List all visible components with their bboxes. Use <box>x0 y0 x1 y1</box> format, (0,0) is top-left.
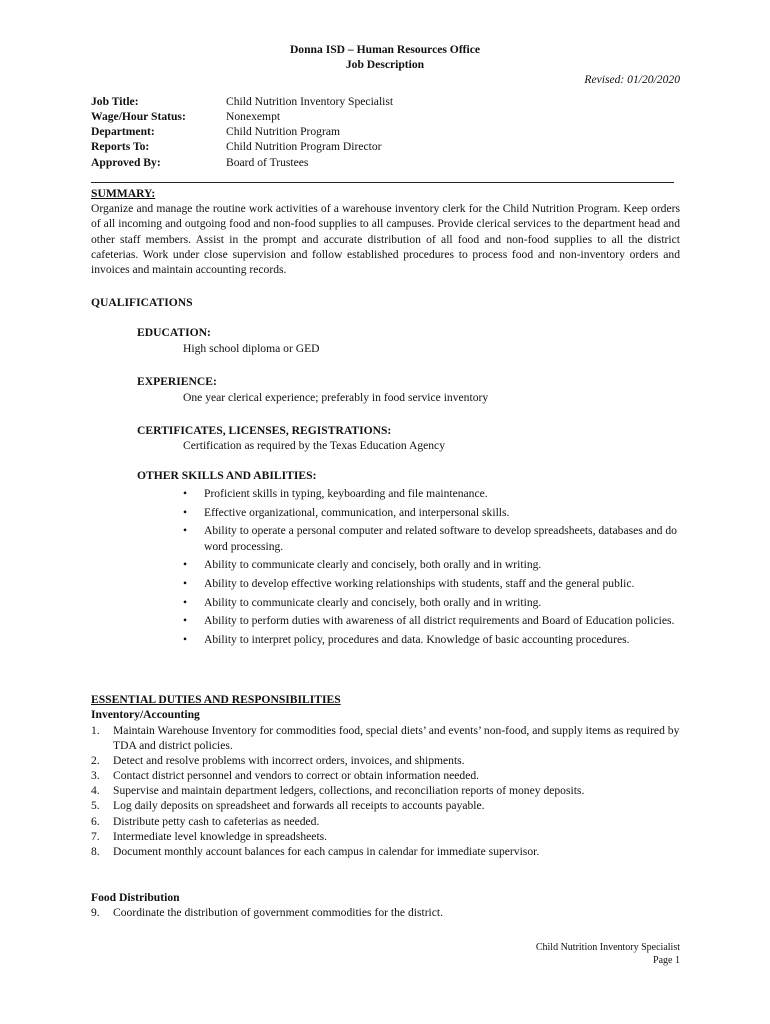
approved-by-label: Approved By: <box>91 156 161 169</box>
bullet-icon: • <box>183 487 188 500</box>
divider-rule <box>91 182 674 183</box>
page-footer <box>536 941 680 967</box>
experience-text: One year clerical experience; preferably in food service inventory <box>183 391 489 404</box>
list-item: 6. Distribute petty cash to cafeterias as needed. <box>91 814 320 828</box>
page-number: Page 1 <box>653 955 680 966</box>
document-header <box>0 42 770 72</box>
department-value: Child Nutrition Program <box>226 125 341 138</box>
bullet-icon: • <box>183 576 188 590</box>
education-text: High school diploma or GED <box>183 342 320 355</box>
list-item: 5. Log daily deposits on spreadsheet and forwards all receipts to accounts payable. <box>91 799 485 813</box>
list-item: 9. Coordinate the distribution of government commodities for the district. <box>91 906 444 919</box>
qualifications-heading: QUALIFICATIONS <box>91 296 193 309</box>
list-item: • Proficient skills in typing, keyboarding and file maintenance. <box>183 487 488 500</box>
certificates-text: Certification as required by the Texas Education Agency <box>183 439 446 452</box>
inventory-list <box>91 723 680 859</box>
job-title-label: Job Title: <box>91 95 139 108</box>
department-label: Department: <box>91 125 155 138</box>
wage-status-label: Wage/Hour Status: <box>91 110 186 123</box>
experience-heading: EXPERIENCE: <box>137 375 217 388</box>
inventory-heading: Inventory/Accounting <box>91 708 200 721</box>
list-item: 3. Contact district personnel and vendors to correct or obtain information needed. <box>91 769 480 783</box>
skills-heading: OTHER SKILLS AND ABILITIES: <box>137 469 317 482</box>
list-item: • Ability to interpret policy, procedures and data. Knowledge of basic accounting procedures. <box>183 632 630 646</box>
bullet-icon: • <box>183 632 188 646</box>
list-item: 2. Detect and resolve problems with incorrect orders, invoices, and shipments. <box>91 754 465 768</box>
skills-list <box>183 486 680 650</box>
summary-text: Organize and manage the routine work activities of a warehouse inventory clerk for the Child Nutrition Program. Keep orders of all incoming and outgoing food and non-food supplies to all campuses. Provide clerical services to the department head and other staff members. Assist in the prompt and accurate distribution of all food and non-food supplies to all the district cafeterias. Work under close supervision and follow established procedures to process food and non-inventory orders and invoices and maintain accounting records. <box>91 202 680 277</box>
bullet-icon: • <box>183 524 188 538</box>
list-item: • Ability to operate a personal computer and related software to develop spreadsheets, databases and do word processing. <box>183 524 677 553</box>
education-heading: EDUCATION: <box>137 326 211 339</box>
org-title: Donna ISD – Human Resources Office <box>289 43 481 56</box>
list-item: • Ability to communicate clearly and concisely, both orally and in writing. <box>183 558 542 572</box>
doc-type-title: Job Description <box>345 58 425 72</box>
bullet-icon: • <box>183 505 188 519</box>
footer-title: Child Nutrition Inventory Specialist <box>535 942 680 953</box>
reports-to-label: Reports To: <box>91 140 150 153</box>
list-item: • Effective organizational, communication, and interpersonal skills. <box>183 505 510 519</box>
summary-heading: SUMMARY: <box>91 187 156 200</box>
wage-status-value: Nonexempt <box>226 110 281 123</box>
approved-by-value: Board of Trustees <box>226 156 309 169</box>
food-distribution-list <box>91 905 680 920</box>
food-distribution-heading: Food Distribution <box>91 891 180 904</box>
job-title-value: Child Nutrition Inventory Specialist <box>226 95 394 108</box>
reports-to-value: Child Nutrition Program Director <box>226 140 382 153</box>
bullet-icon: • <box>183 614 188 628</box>
list-item: 4. Supervise and maintain department ledgers, collections, and reconciliation reports of money deposits. <box>91 784 585 798</box>
list-item: • Ability to communicate clearly and concisely, both orally and in writing. <box>183 595 542 609</box>
bullet-icon: • <box>183 558 188 572</box>
list-item: 8. Document monthly account balances for each campus in calendar for immediate supervisor. <box>91 844 540 858</box>
revised-date: Revised: 01/20/2020 <box>584 73 680 86</box>
list-item: 1. Maintain Warehouse Inventory for commodities food, special diets’ and events’ non-food, and supply items as required by TDA and district policies. <box>91 724 680 753</box>
bullet-icon: • <box>183 595 188 609</box>
list-item: 7. Intermediate level knowledge in spreadsheets. <box>91 829 328 843</box>
list-item: • Ability to perform duties with awareness of all district requirements and Board of Education policies. <box>183 614 675 628</box>
certificates-heading: CERTIFICATES, LICENSES, REGISTRATIONS: <box>137 424 392 437</box>
duties-heading: ESSENTIAL DUTIES AND RESPONSIBILITIES <box>91 693 341 706</box>
summary-section <box>91 186 680 277</box>
list-item: • Ability to develop effective working relationships with students, staff and the general public. <box>183 576 635 590</box>
